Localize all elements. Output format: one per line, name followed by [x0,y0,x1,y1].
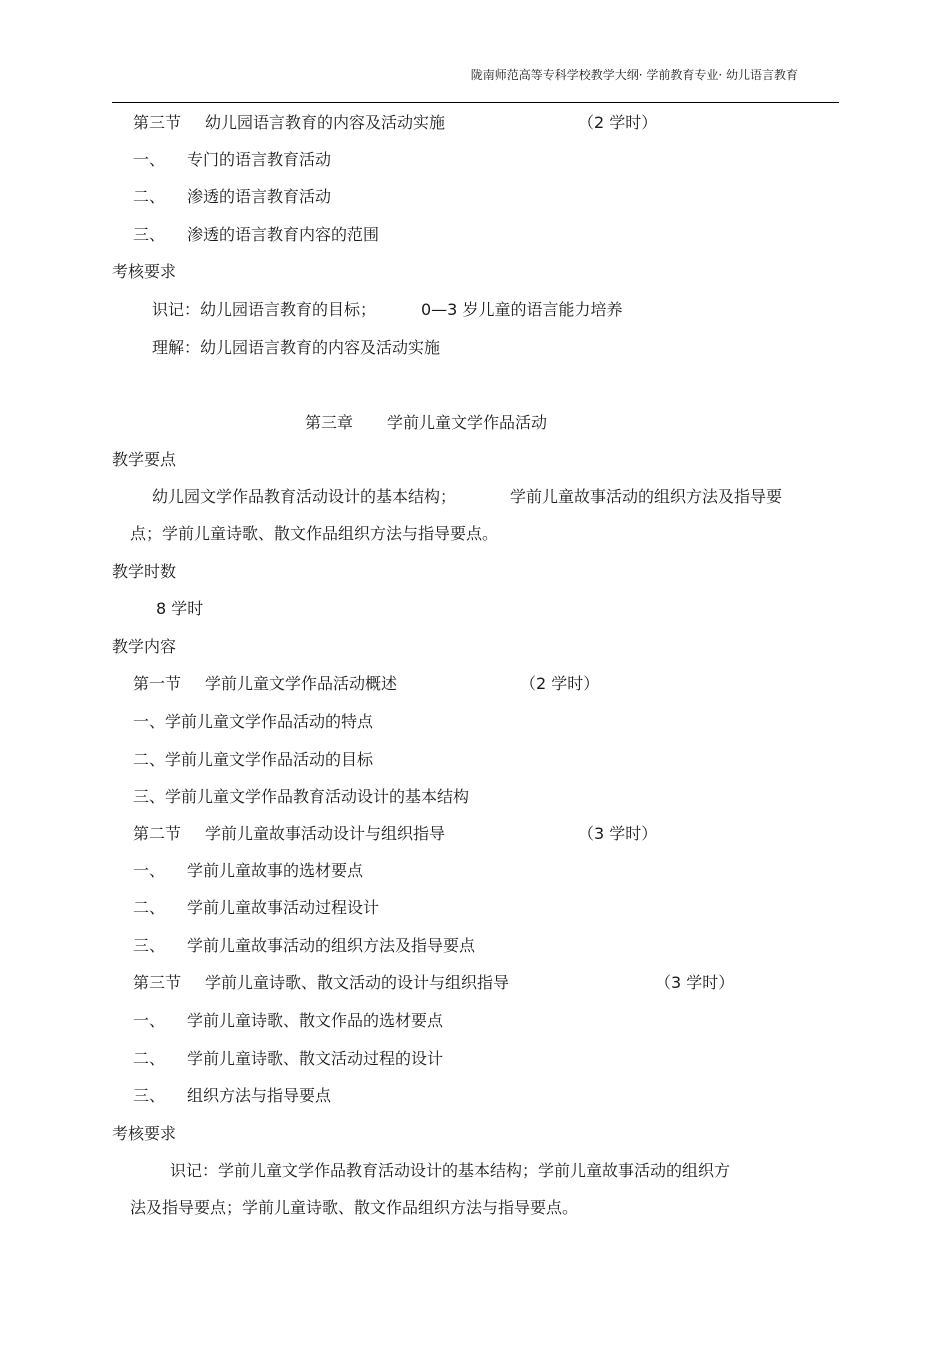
item-number: 三、 [133,225,166,244]
prev-section3-heading [133,113,445,133]
list-item [133,150,331,170]
section1-heading [133,674,397,694]
key-points-text-2: 点；学前儿童诗歌、散文作品组织方法与指导要点。 [130,524,499,543]
remember-line [152,300,376,320]
section-title: 幼儿园语言教育的内容及活动实施 [205,113,446,132]
section3-heading [133,973,509,993]
item-number: 三、 [133,1086,166,1105]
list-item [133,861,363,881]
hours-value: 8 学时 [156,599,204,618]
hours-heading: 教学时数 [112,562,177,581]
remember-text: 幼儿园语言教育的目标； [200,300,377,319]
section-hours: （2 学时） [578,113,658,132]
section-label: 第一节 [133,674,182,693]
assessment-text-1: 识记：学前儿童文学作品教育活动设计的基本结构；学前儿童故事活动的组织方 [170,1161,731,1180]
key-points-text-1b: 学前儿童故事活动的组织方法及指导要 [510,487,783,506]
item-number: 一、 [133,150,166,169]
assessment-text-2: 法及指导要点；学前儿童诗歌、散文作品组织方法与指导要点。 [130,1198,579,1217]
item-text: 组织方法与指导要点 [187,1086,332,1105]
section-label: 第三节 [133,113,182,132]
item-text: 渗透的语言教育活动 [187,187,332,206]
understand-line [152,338,440,358]
item-number: 三、 [133,936,166,955]
section2-heading [133,824,445,844]
assessment-heading: 考核要求 [112,1124,177,1143]
section-hours: （3 学时） [655,973,735,992]
list-item [133,1011,443,1031]
section-label: 第二节 [133,824,182,843]
understand-label: 理解： [152,338,201,357]
remember-text-2: 0—3 岁儿童的语言能力培养 [421,300,623,319]
list-item [133,225,379,245]
header-rule [112,102,839,103]
section-hours: （2 学时） [520,674,600,693]
key-points-heading: 教学要点 [112,450,177,469]
remember-label: 识记： [152,300,201,319]
item-text: 学前儿童故事的选材要点 [187,861,364,880]
item-text: 渗透的语言教育内容的范围 [187,225,380,244]
list-item [133,187,331,207]
section-hours: （3 学时） [578,824,658,843]
item-text: 学前儿童故事活动过程设计 [187,898,380,917]
item-number: 一、 [133,1011,166,1030]
chapter-title [305,413,547,433]
section-title: 学前儿童诗歌、散文活动的设计与组织指导 [205,973,510,992]
list-item: 一、学前儿童文学作品活动的特点 [133,712,374,731]
item-number: 二、 [133,187,166,206]
list-item: 三、学前儿童文学作品教育活动设计的基本结构 [133,787,470,806]
key-points-text-1a: 幼儿园文学作品教育活动设计的基本结构； [152,487,457,506]
item-text: 学前儿童诗歌、散文活动过程的设计 [187,1049,444,1068]
section-title: 学前儿童故事活动设计与组织指导 [205,824,446,843]
item-number: 二、 [133,898,166,917]
header-title: 陇南师范高等专科学校教学大纲· 学前教育专业· 幼儿语言教育 [470,68,798,82]
understand-text: 幼儿园语言教育的内容及活动实施 [200,338,441,357]
chapter-name: 学前儿童文学作品活动 [387,413,548,432]
list-item: 二、学前儿童文学作品活动的目标 [133,750,374,769]
list-item [133,1086,331,1106]
section-title: 学前儿童文学作品活动概述 [205,674,398,693]
item-number: 一、 [133,861,166,880]
item-number: 二、 [133,1049,166,1068]
chapter-label: 第三章 [305,413,354,432]
item-text: 学前儿童诗歌、散文作品的选材要点 [187,1011,444,1030]
assessment-heading: 考核要求 [112,262,177,281]
section-label: 第三节 [133,973,182,992]
list-item [133,898,379,918]
list-item [133,936,475,956]
content-heading: 教学内容 [112,637,177,656]
item-text: 专门的语言教育活动 [187,150,332,169]
list-item [133,1049,443,1069]
item-text: 学前儿童故事活动的组织方法及指导要点 [187,936,476,955]
